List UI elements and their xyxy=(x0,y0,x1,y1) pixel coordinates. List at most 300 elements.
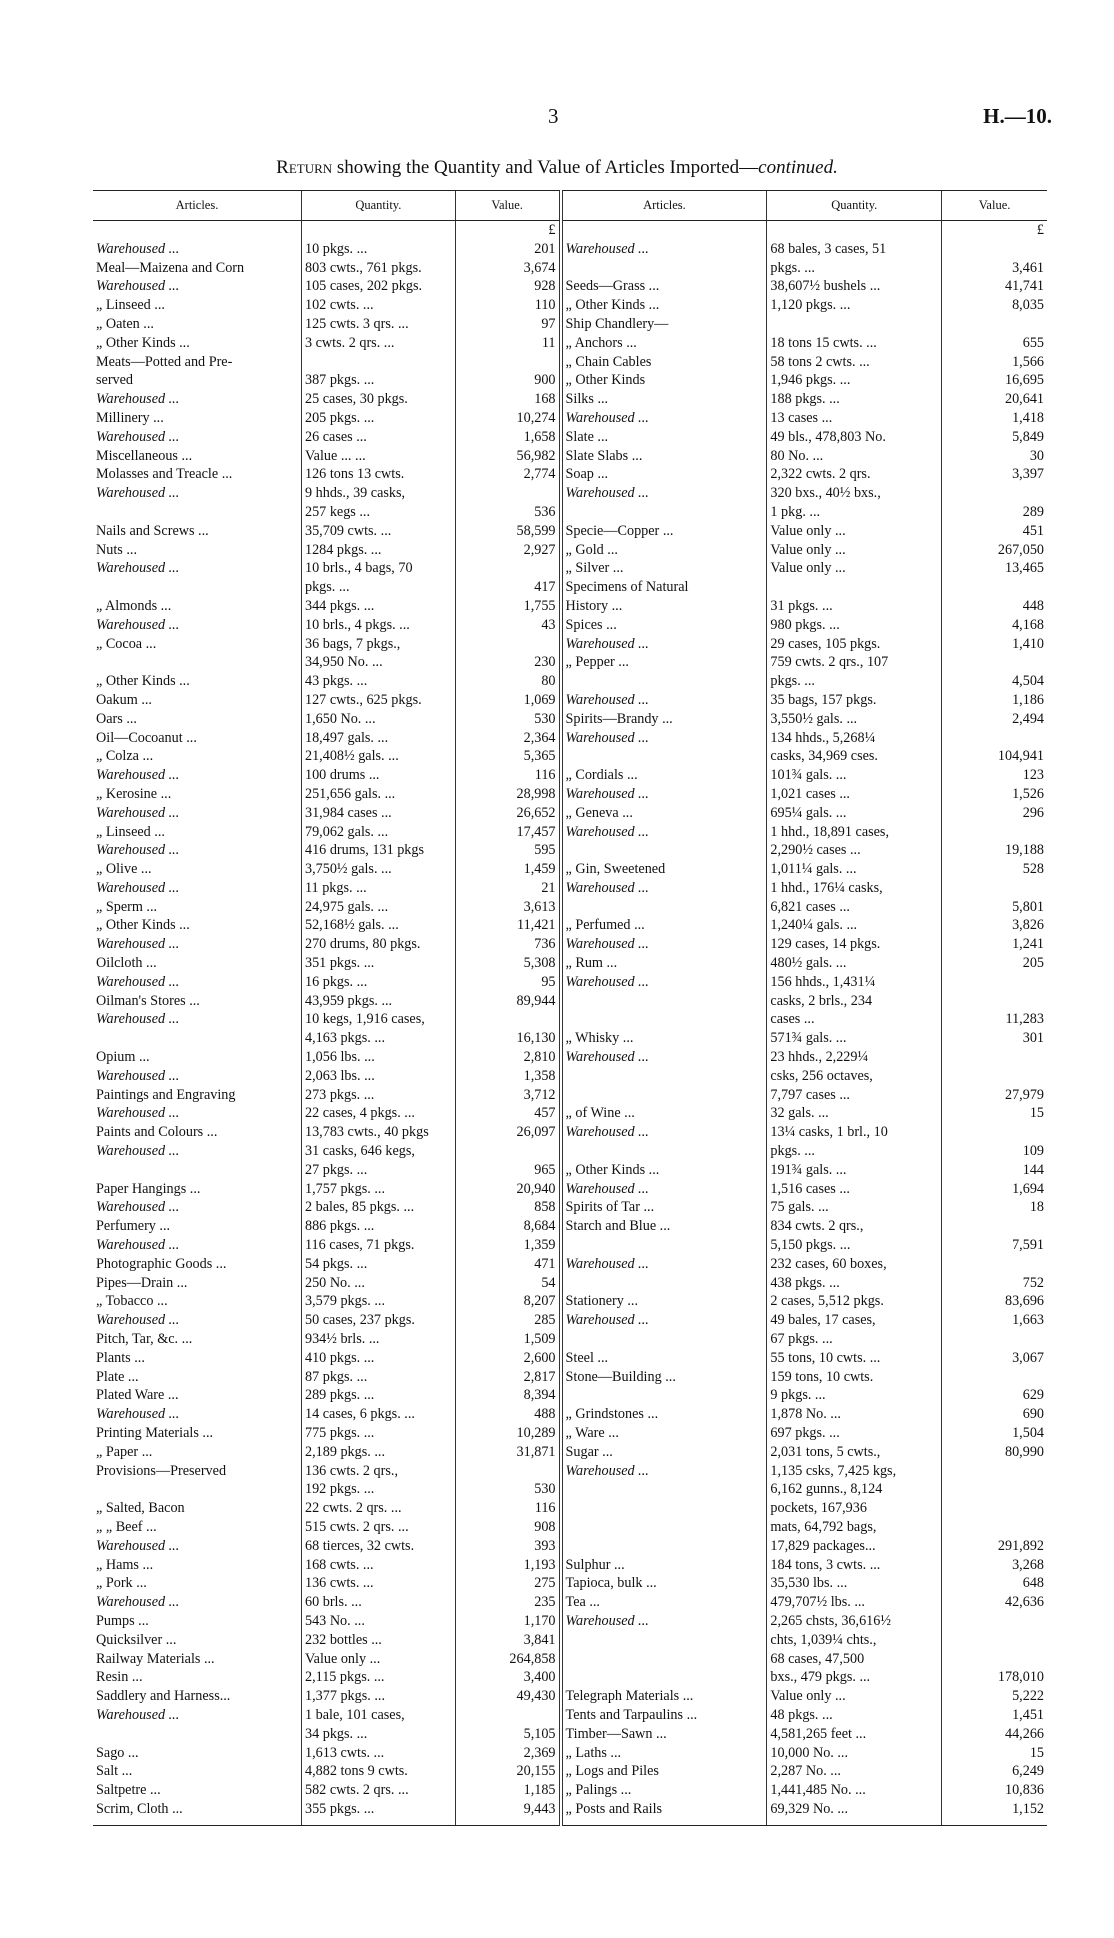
quantity-right-cell: 35,530 lbs. ... xyxy=(767,1574,942,1593)
quantity-left-cell: 168 cwts. ... xyxy=(301,1556,455,1575)
value-left-cell: 5,365 xyxy=(455,747,560,766)
article-right-cell: Specie—Copper ... xyxy=(561,522,767,541)
quantity-right-cell: 2,290½ cases ... xyxy=(767,841,942,860)
table-row xyxy=(93,465,1047,484)
quantity-left-cell: 1,377 pkgs. ... xyxy=(301,1687,455,1706)
article-right-cell: Warehoused ... xyxy=(561,1048,767,1067)
quantity-right-cell: 759 cwts. 2 qrs., 107 xyxy=(767,653,942,672)
article-left-cell: Perfumery ... xyxy=(96,1218,171,1235)
value-right-cell: 690 xyxy=(942,1405,1047,1424)
quantity-right-cell: 31 pkgs. ... xyxy=(767,597,942,616)
value-right-cell: 2,494 xyxy=(942,710,1047,729)
article-right-cell: „ Grindstones ... xyxy=(561,1405,767,1424)
value-left-cell: 275 xyxy=(455,1574,560,1593)
value-left-cell: 2,369 xyxy=(455,1744,560,1763)
quantity-right-cell: 49 bales, 17 cases, xyxy=(767,1311,942,1330)
article-left-cell: „ Other Kinds ... xyxy=(96,334,190,351)
article-right-cell: Sugar ... xyxy=(561,1443,767,1462)
table-row xyxy=(93,1349,1047,1368)
quantity-right-cell: 23 hhds., 2,229¼ xyxy=(767,1048,942,1067)
value-left-cell: 235 xyxy=(455,1593,560,1612)
value-right-cell xyxy=(942,992,1047,1011)
value-left-cell: 8,394 xyxy=(455,1386,560,1405)
value-right-cell xyxy=(942,1123,1047,1142)
value-right-cell: 1,566 xyxy=(942,353,1047,372)
table-row xyxy=(93,503,1047,522)
article-left-cell: Warehoused ... xyxy=(96,842,180,859)
page-number: 3 xyxy=(548,104,559,128)
value-left-cell: 530 xyxy=(455,710,560,729)
table-row xyxy=(93,315,1047,334)
table-row xyxy=(93,597,1047,616)
quantity-left-cell: 387 pkgs. ... xyxy=(301,371,455,390)
quantity-left-cell: 3,750½ gals. ... xyxy=(301,860,455,879)
quantity-left-cell: 127 cwts., 625 pkgs. xyxy=(301,691,455,710)
quantity-right-cell: 1,878 No. ... xyxy=(767,1405,942,1424)
article-left-cell: Saltpetre ... xyxy=(96,1782,161,1799)
article-left-cell: Quicksilver ... xyxy=(96,1631,177,1648)
table-row xyxy=(93,1762,1047,1781)
article-right-cell: „ Gin, Sweetened xyxy=(561,860,767,879)
quantity-left-cell: 87 pkgs. ... xyxy=(301,1368,455,1387)
article-right-cell: History ... xyxy=(561,597,767,616)
value-left-cell: 1,755 xyxy=(455,597,560,616)
quantity-right-cell: 18 tons 15 cwts. ... xyxy=(767,334,942,353)
quantity-right-cell: 188 pkgs. ... xyxy=(767,390,942,409)
value-right-cell: 4,504 xyxy=(942,672,1047,691)
quantity-right-cell: 49 bls., 478,803 No. xyxy=(767,428,942,447)
imports-table xyxy=(93,190,1047,1826)
quantity-right-cell: chts, 1,039¼ chts., xyxy=(767,1631,942,1650)
article-right-cell: „ of Wine ... xyxy=(561,1104,767,1123)
article-right-cell: Soap ... xyxy=(561,465,767,484)
table-row xyxy=(93,409,1047,428)
value-right-cell: 291,892 xyxy=(942,1537,1047,1556)
value-right-cell xyxy=(942,1330,1047,1349)
value-right-cell: £ xyxy=(942,221,1047,240)
article-right-cell xyxy=(561,1274,767,1293)
value-right-cell: 83,696 xyxy=(942,1292,1047,1311)
quantity-right-cell: 1,516 cases ... xyxy=(767,1180,942,1199)
value-right-cell xyxy=(942,315,1047,334)
table-row xyxy=(93,1161,1047,1180)
value-left-cell: 49,430 xyxy=(455,1687,560,1706)
article-right-cell: Warehoused ... xyxy=(561,1311,767,1330)
quantity-right-cell: Value only ... xyxy=(767,522,942,541)
value-right-cell xyxy=(942,484,1047,503)
quantity-left-cell: 232 bottles ... xyxy=(301,1631,455,1650)
value-right-cell: 5,801 xyxy=(942,898,1047,917)
article-left-cell: Saddlery and Harness... xyxy=(96,1688,231,1705)
quantity-left-cell: 31 casks, 646 kegs, xyxy=(301,1142,455,1161)
value-left-cell: 1,359 xyxy=(455,1236,560,1255)
article-right-cell: „ Chain Cables xyxy=(561,353,767,372)
table-row xyxy=(93,1668,1047,1687)
value-left-cell: 80 xyxy=(455,672,560,691)
article-left-cell: „ Pork ... xyxy=(96,1575,147,1592)
quantity-left-cell: 2 bales, 85 pkgs. ... xyxy=(301,1198,455,1217)
article-left-cell xyxy=(93,1161,301,1180)
article-left-cell: Sago ... xyxy=(96,1744,139,1761)
quantity-left-cell: 2,115 pkgs. ... xyxy=(301,1668,455,1687)
quantity-right-cell: 2 cases, 5,512 pkgs. xyxy=(767,1292,942,1311)
table-row xyxy=(93,992,1047,1011)
value-right-cell: 629 xyxy=(942,1386,1047,1405)
article-left-cell: Warehoused ... xyxy=(96,391,180,408)
table-row xyxy=(93,916,1047,935)
value-right-cell: 13,465 xyxy=(942,559,1047,578)
header-quantity-right: Quantity. xyxy=(767,191,942,221)
table-row xyxy=(93,240,1047,259)
value-right-cell: 1,663 xyxy=(942,1311,1047,1330)
value-right-cell: 296 xyxy=(942,804,1047,823)
quantity-right-cell: 695¼ gals. ... xyxy=(767,804,942,823)
quantity-left-cell: 100 drums ... xyxy=(301,766,455,785)
table-row xyxy=(93,1104,1047,1123)
value-right-cell: 1,451 xyxy=(942,1706,1047,1725)
article-left-cell: Pumps ... xyxy=(96,1612,149,1629)
quantity-left-cell: 1,650 No. ... xyxy=(301,710,455,729)
article-right-cell: Specimens of Natural xyxy=(561,578,767,597)
table-row xyxy=(93,484,1047,503)
quantity-left-cell: Value ... ... xyxy=(301,447,455,466)
header-value-right: Value. xyxy=(942,191,1047,221)
quantity-right-cell: 159 tons, 10 cwts. xyxy=(767,1368,942,1387)
article-left-cell: „ „ Beef ... xyxy=(96,1518,157,1535)
quantity-right-cell: 320 bxs., 40½ bxs., xyxy=(767,484,942,503)
table-row xyxy=(93,390,1047,409)
quantity-right-cell: Value only ... xyxy=(767,1687,942,1706)
quantity-left-cell: 68 tierces, 32 cwts. xyxy=(301,1537,455,1556)
value-left-cell: 11 xyxy=(455,334,560,353)
quantity-left-cell: 3 cwts. 2 qrs. ... xyxy=(301,334,455,353)
article-right-cell: Warehoused ... xyxy=(561,1123,767,1142)
article-left-cell: Railway Materials ... xyxy=(96,1650,215,1667)
article-left-cell: Warehoused ... xyxy=(96,1199,180,1216)
article-left-cell xyxy=(93,503,301,522)
article-left-cell: „ Paper ... xyxy=(96,1443,153,1460)
article-right-cell xyxy=(561,1236,767,1255)
article-right-cell: Warehoused ... xyxy=(561,1255,767,1274)
value-right-cell xyxy=(942,1462,1047,1481)
value-left-cell: 20,155 xyxy=(455,1762,560,1781)
value-left-cell xyxy=(455,1142,560,1161)
table-row xyxy=(93,841,1047,860)
value-left-cell: 2,774 xyxy=(455,465,560,484)
quantity-right-cell xyxy=(767,578,942,597)
table-row xyxy=(93,672,1047,691)
value-right-cell: 528 xyxy=(942,860,1047,879)
article-right-cell: Starch and Blue ... xyxy=(561,1217,767,1236)
value-right-cell: 3,826 xyxy=(942,916,1047,935)
article-left-cell: served xyxy=(96,372,134,389)
article-left-cell: Warehoused ... xyxy=(96,1011,180,1028)
quantity-left-cell: 136 cwts. 2 qrs., xyxy=(301,1462,455,1481)
article-right-cell: Warehoused ... xyxy=(561,691,767,710)
article-right-cell: „ Other Kinds xyxy=(561,371,767,390)
value-left-cell: 900 xyxy=(455,371,560,390)
quantity-right-cell: 69,329 No. ... xyxy=(767,1800,942,1825)
quantity-right-cell: 191¾ gals. ... xyxy=(767,1161,942,1180)
table-row xyxy=(93,1480,1047,1499)
article-left-cell: Resin ... xyxy=(96,1669,143,1686)
value-left-cell: 5,308 xyxy=(455,954,560,973)
quantity-right-cell: mats, 64,792 bags, xyxy=(767,1518,942,1537)
table-row xyxy=(93,1142,1047,1161)
article-left-cell: Warehoused ... xyxy=(96,278,180,295)
article-right-cell: Sulphur ... xyxy=(561,1556,767,1575)
value-left-cell xyxy=(455,1462,560,1481)
value-right-cell: 3,461 xyxy=(942,259,1047,278)
quantity-left-cell: 10 brls., 4 bags, 70 xyxy=(301,559,455,578)
quantity-right-cell: csks, 256 octaves, xyxy=(767,1067,942,1086)
value-right-cell: 1,410 xyxy=(942,635,1047,654)
article-left-cell: „ Salted, Bacon xyxy=(96,1500,185,1517)
article-left-cell: Warehoused ... xyxy=(96,767,180,784)
value-right-cell: 4,168 xyxy=(942,616,1047,635)
quantity-right-cell: 1 hhd., 18,891 cases, xyxy=(767,823,942,842)
quantity-left-cell: 79,062 gals. ... xyxy=(301,823,455,842)
quantity-left-cell: 3,579 pkgs. ... xyxy=(301,1292,455,1311)
table-row xyxy=(93,1593,1047,1612)
article-left-cell: „ Sperm ... xyxy=(96,898,158,915)
quantity-left-cell: 10 kegs, 1,916 cases, xyxy=(301,1010,455,1029)
title-lead: Return xyxy=(276,157,333,178)
quantity-right-cell: 1,441,485 No. ... xyxy=(767,1781,942,1800)
quantity-left-cell: 273 pkgs. ... xyxy=(301,1086,455,1105)
value-right-cell xyxy=(942,823,1047,842)
table-row xyxy=(93,1612,1047,1631)
quantity-left-cell: 934½ brls. ... xyxy=(301,1330,455,1349)
quantity-right-cell: 67 pkgs. ... xyxy=(767,1330,942,1349)
table-row xyxy=(93,1725,1047,1744)
quantity-left-cell: 10 brls., 4 pkgs. ... xyxy=(301,616,455,635)
value-right-cell xyxy=(942,578,1047,597)
quantity-left-cell: 21,408½ gals. ... xyxy=(301,747,455,766)
value-left-cell: 530 xyxy=(455,1480,560,1499)
article-left-cell: Oakum ... xyxy=(96,691,152,708)
value-right-cell: 10,836 xyxy=(942,1781,1047,1800)
quantity-left-cell: 1 bale, 101 cases, xyxy=(301,1706,455,1725)
table-row xyxy=(93,371,1047,390)
value-right-cell: 1,186 xyxy=(942,691,1047,710)
header-value-left: Value. xyxy=(455,191,560,221)
quantity-right-cell: 48 pkgs. ... xyxy=(767,1706,942,1725)
article-left-cell: Plate ... xyxy=(96,1368,139,1385)
article-right-cell: Stationery ... xyxy=(561,1292,767,1311)
article-right-cell xyxy=(561,1650,767,1669)
quantity-left-cell: 2,189 pkgs. ... xyxy=(301,1443,455,1462)
quantity-right-cell: 1,135 csks, 7,425 kgs, xyxy=(767,1462,942,1481)
article-right-cell: „ Perfumed ... xyxy=(561,916,767,935)
value-right-cell: 18 xyxy=(942,1198,1047,1217)
table-row xyxy=(93,1386,1047,1405)
value-left-cell: 1,459 xyxy=(455,860,560,879)
table-row xyxy=(93,522,1047,541)
value-right-cell: 648 xyxy=(942,1574,1047,1593)
quantity-left-cell: 34 pkgs. ... xyxy=(301,1725,455,1744)
value-left-cell: 56,982 xyxy=(455,447,560,466)
article-left-cell xyxy=(93,221,301,240)
article-right-cell: Tapioca, bulk ... xyxy=(561,1574,767,1593)
table-row xyxy=(93,898,1047,917)
header-quantity-left: Quantity. xyxy=(301,191,455,221)
value-left-cell: 26,097 xyxy=(455,1123,560,1142)
article-left-cell: Paper Hangings ... xyxy=(96,1180,201,1197)
article-left-cell: Warehoused ... xyxy=(96,973,180,990)
value-left-cell: 1,170 xyxy=(455,1612,560,1631)
value-right-cell: 655 xyxy=(942,334,1047,353)
table-row xyxy=(93,635,1047,654)
value-left-cell: 264,858 xyxy=(455,1650,560,1669)
quantity-left-cell: 886 pkgs. ... xyxy=(301,1217,455,1236)
article-left-cell: Printing Materials ... xyxy=(96,1425,214,1441)
table-row xyxy=(93,860,1047,879)
article-left-cell: Warehoused ... xyxy=(96,1237,180,1254)
quantity-right-cell: 68 bales, 3 cases, 51 xyxy=(767,240,942,259)
quantity-right-cell: 1,021 cases ... xyxy=(767,785,942,804)
article-right-cell xyxy=(561,1086,767,1105)
value-left-cell: 43 xyxy=(455,616,560,635)
quantity-left-cell: 351 pkgs. ... xyxy=(301,954,455,973)
table-row xyxy=(93,1198,1047,1217)
quantity-left-cell xyxy=(301,221,455,240)
article-right-cell xyxy=(561,221,767,240)
value-right-cell: 109 xyxy=(942,1142,1047,1161)
quantity-left-cell: 43,959 pkgs. ... xyxy=(301,992,455,1011)
table-row xyxy=(93,1123,1047,1142)
article-right-cell: „ Ware ... xyxy=(561,1424,767,1443)
value-right-cell xyxy=(942,1048,1047,1067)
quantity-right-cell: 2,287 No. ... xyxy=(767,1762,942,1781)
table-row xyxy=(93,1048,1047,1067)
value-right-cell: 42,636 xyxy=(942,1593,1047,1612)
table-row xyxy=(93,1631,1047,1650)
value-left-cell: 595 xyxy=(455,841,560,860)
article-left-cell: Paints and Colours ... xyxy=(96,1124,218,1141)
article-left-cell: Warehoused ... xyxy=(96,1706,180,1723)
quantity-right-cell: 2,031 tons, 5 cwts., xyxy=(767,1443,942,1462)
article-right-cell xyxy=(561,1067,767,1086)
quantity-right-cell: pkgs. ... xyxy=(767,259,942,278)
quantity-left-cell: 125 cwts. 3 qrs. ... xyxy=(301,315,455,334)
quantity-left-cell: 192 pkgs. ... xyxy=(301,1480,455,1499)
article-left-cell xyxy=(93,1029,301,1048)
value-left-cell: 3,400 xyxy=(455,1668,560,1687)
value-left-cell: 457 xyxy=(455,1104,560,1123)
quantity-left-cell: 26 cases ... xyxy=(301,428,455,447)
article-right-cell: Warehoused ... xyxy=(561,1462,767,1481)
value-right-cell xyxy=(942,973,1047,992)
quantity-left-cell: 14 cases, 6 pkgs. ... xyxy=(301,1405,455,1424)
value-left-cell xyxy=(455,484,560,503)
value-left-cell: 26,652 xyxy=(455,804,560,823)
table-row xyxy=(93,1424,1047,1443)
article-right-cell: Warehoused ... xyxy=(561,635,767,654)
table-row xyxy=(93,334,1047,353)
article-left-cell: Warehoused ... xyxy=(96,879,180,896)
quantity-left-cell: 50 cases, 237 pkgs. xyxy=(301,1311,455,1330)
quantity-right-cell: 13 cases ... xyxy=(767,409,942,428)
article-right-cell xyxy=(561,1537,767,1556)
quantity-right-cell: 35 bags, 157 pkgs. xyxy=(767,691,942,710)
article-right-cell: „ Other Kinds ... xyxy=(561,1161,767,1180)
value-left-cell: 285 xyxy=(455,1311,560,1330)
value-right-cell: 16,695 xyxy=(942,371,1047,390)
article-left-cell: Plants ... xyxy=(96,1349,145,1366)
quantity-right-cell: Value only ... xyxy=(767,541,942,560)
article-right-cell: Timber—Sawn ... xyxy=(561,1725,767,1744)
article-right-cell: „ Gold ... xyxy=(561,541,767,560)
value-right-cell xyxy=(942,729,1047,748)
article-left-cell: Warehoused ... xyxy=(96,485,180,502)
article-left-cell: Warehoused ... xyxy=(96,1594,180,1611)
table-row xyxy=(93,277,1047,296)
value-right-cell: 178,010 xyxy=(942,1668,1047,1687)
quantity-left-cell: 22 cases, 4 pkgs. ... xyxy=(301,1104,455,1123)
table-row xyxy=(93,1781,1047,1800)
article-left-cell: Molasses and Treacle ... xyxy=(96,466,233,483)
article-right-cell: Warehoused ... xyxy=(561,785,767,804)
value-left-cell: 9,443 xyxy=(455,1800,560,1825)
article-left-cell: Millinery ... xyxy=(96,409,164,426)
table-row xyxy=(93,973,1047,992)
value-left-cell: 89,944 xyxy=(455,992,560,1011)
quantity-right-cell: 1,240¼ gals. ... xyxy=(767,916,942,935)
value-right-cell: 19,188 xyxy=(942,841,1047,860)
value-left-cell: 417 xyxy=(455,578,560,597)
value-left-cell: 21 xyxy=(455,879,560,898)
quantity-right-cell: 1,011¼ gals. ... xyxy=(767,860,942,879)
article-right-cell: „ Rum ... xyxy=(561,954,767,973)
quantity-right-cell: Value only ... xyxy=(767,559,942,578)
value-right-cell: 30 xyxy=(942,447,1047,466)
quantity-right-cell: 3,550½ gals. ... xyxy=(767,710,942,729)
article-right-cell: „ Whisky ... xyxy=(561,1029,767,1048)
quantity-left-cell: 1284 pkgs. ... xyxy=(301,541,455,560)
value-right-cell: 15 xyxy=(942,1104,1047,1123)
value-left-cell: 11,421 xyxy=(455,916,560,935)
quantity-right-cell: 1,120 pkgs. ... xyxy=(767,296,942,315)
article-right-cell: Warehoused ... xyxy=(561,1180,767,1199)
article-right-cell: Warehoused ... xyxy=(561,240,767,259)
article-left-cell: „ Cocoa ... xyxy=(96,635,157,652)
article-left-cell: Warehoused ... xyxy=(96,936,180,953)
value-left-cell: 31,871 xyxy=(455,1443,560,1462)
article-left-cell: Warehoused ... xyxy=(96,1537,180,1554)
quantity-right-cell: 68 cases, 47,500 xyxy=(767,1650,942,1669)
table-row xyxy=(93,1086,1047,1105)
value-right-cell: 267,050 xyxy=(942,541,1047,560)
table-row xyxy=(93,1311,1047,1330)
article-left-cell: Warehoused ... xyxy=(96,1105,180,1122)
quantity-left-cell: 27 pkgs. ... xyxy=(301,1161,455,1180)
value-right-cell xyxy=(942,879,1047,898)
table-row xyxy=(93,296,1047,315)
value-right-cell: 5,849 xyxy=(942,428,1047,447)
value-left-cell: 5,105 xyxy=(455,1725,560,1744)
quantity-right-cell: pockets, 167,936 xyxy=(767,1499,942,1518)
quantity-left-cell: 60 brls. ... xyxy=(301,1593,455,1612)
article-right-cell xyxy=(561,1518,767,1537)
quantity-left-cell: 9 hhds., 39 casks, xyxy=(301,484,455,503)
value-left-cell: 17,457 xyxy=(455,823,560,842)
article-left-cell: Miscellaneous ... xyxy=(96,447,193,464)
value-left-cell: 2,927 xyxy=(455,541,560,560)
quantity-left-cell: 13,783 cwts., 40 pkgs xyxy=(301,1123,455,1142)
table-row xyxy=(93,428,1047,447)
quantity-right-cell: 1 pkg. ... xyxy=(767,503,942,522)
